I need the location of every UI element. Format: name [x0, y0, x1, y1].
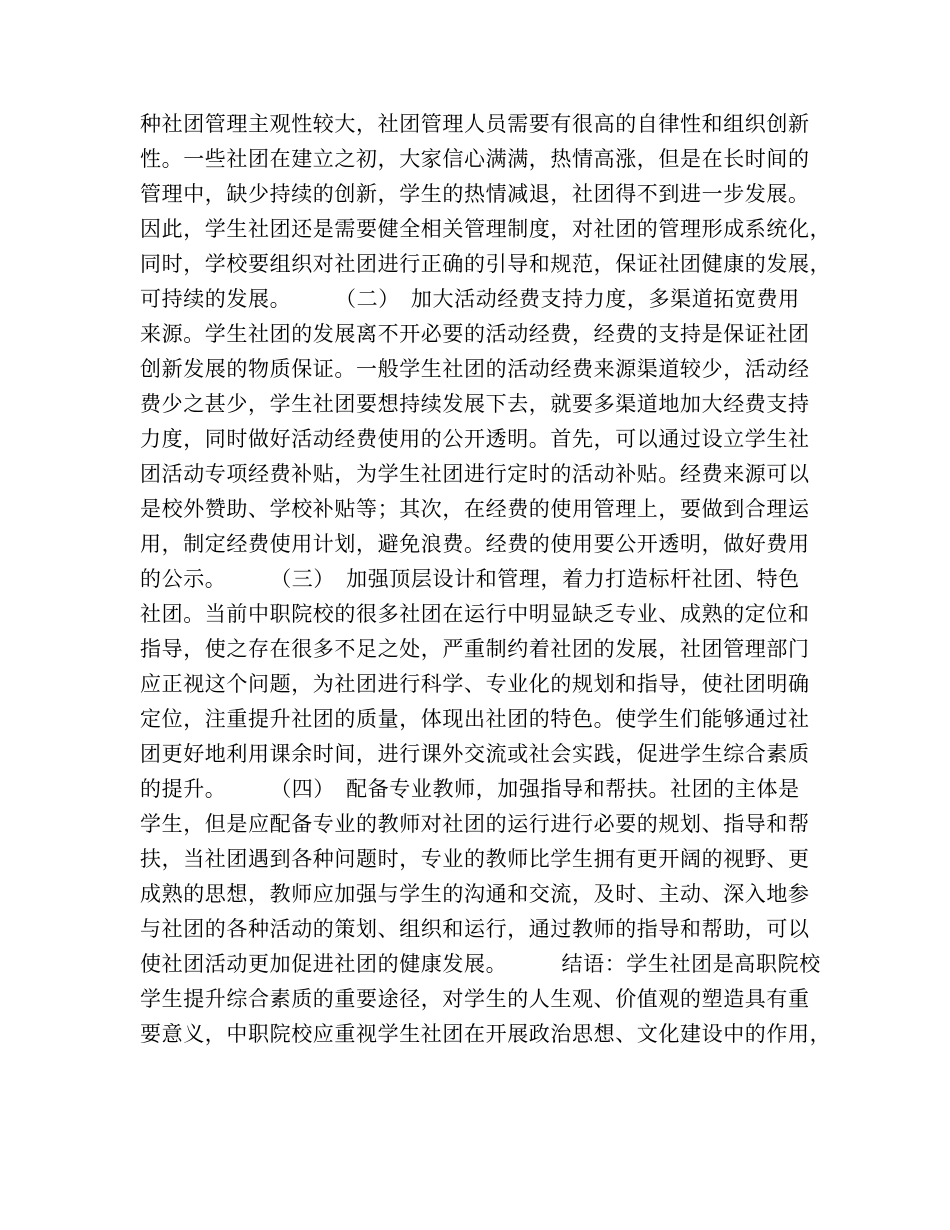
text-line: 学生提升综合素质的重要途径，对学生的人生观、价值观的塑造具有重 — [140, 987, 810, 1011]
text-line: 创新发展的物质保证。一般学生社团的活动经费来源渠道较少，活动经 — [140, 357, 810, 381]
text-line: 团活动专项经费补贴，为学生社团进行定时的活动补贴。经费来源可以 — [140, 462, 810, 486]
text-line: 性。一些社团在建立之初，大家信心满满，热情高涨，但是在长时间的 — [140, 147, 810, 171]
text-line: 同时，学校要组织对社团进行正确的引导和规范，保证社团健康的发展， — [140, 252, 832, 276]
text-line: 定位，注重提升社团的质量，体现出社团的特色。使学生们能够通过社 — [140, 707, 810, 731]
text-line: 的提升。 （四） 配备专业教师，加强指导和帮扶。社团的主体是 — [140, 777, 800, 801]
text-line: 指导，使之存在很多不足之处，严重制约着社团的发展，社团管理部门 — [140, 637, 810, 661]
text-line: 费少之甚少，学生社团要想持续发展下去，就要多渠道地加大经费支持 — [140, 392, 810, 416]
text-line: 要意义，中职院校应重视学生社团在开展政治思想、文化建设中的作用， — [140, 1022, 832, 1046]
text-line: 成熟的思想，教师应加强与学生的沟通和交流，及时、主动、深入地参 — [140, 882, 810, 906]
text-line: 是校外赞助、学校补贴等；其次，在经费的使用管理上，要做到合理运 — [140, 497, 810, 521]
text-line: 力度，同时做好活动经费使用的公开透明。首先，可以通过设立学生社 — [140, 427, 810, 451]
text-line: 团更好地利用课余时间，进行课外交流或社会实践，促进学生综合素质 — [140, 742, 810, 766]
text-line: 因此，学生社团还是需要健全相关管理制度，对社团的管理形成系统化， — [140, 217, 832, 241]
text-line: 社团。当前中职院校的很多社团在运行中明显缺乏专业、成熟的定位和 — [140, 602, 810, 626]
text-line: 的公示。 （三） 加强顶层设计和管理，着力打造标杆社团、特色 — [140, 567, 800, 591]
text-line: 管理中，缺少持续的创新，学生的热情减退，社团得不到进一步发展。 — [140, 182, 810, 206]
text-line: 用，制定经费使用计划，避免浪费。经费的使用要公开透明，做好费用 — [140, 532, 810, 556]
text-line: 来源。学生社团的发展离不开必要的活动经费，经费的支持是保证社团 — [140, 322, 810, 346]
text-line: 扶，当社团遇到各种问题时，专业的教师比学生拥有更开阔的视野、更 — [140, 847, 810, 871]
text-line: 使社团活动更加促进社团的健康发展。 结语：学生社团是高职院校 — [140, 952, 821, 976]
text-line: 与社团的各种活动的策划、组织和运行，通过教师的指导和帮助，可以 — [140, 917, 810, 941]
text-line: 学生，但是应配备专业的教师对社团的运行进行必要的规划、指导和帮 — [140, 812, 810, 836]
text-line: 应正视这个问题，为社团进行科学、专业化的规划和指导，使社团明确 — [140, 672, 810, 696]
text-line: 可持续的发展。 （二） 加大活动经费支持力度，多渠道拓宽费用 — [140, 287, 800, 311]
text-line: 种社团管理主观性较大，社团管理人员需要有很高的自律性和组织创新 — [140, 112, 810, 136]
